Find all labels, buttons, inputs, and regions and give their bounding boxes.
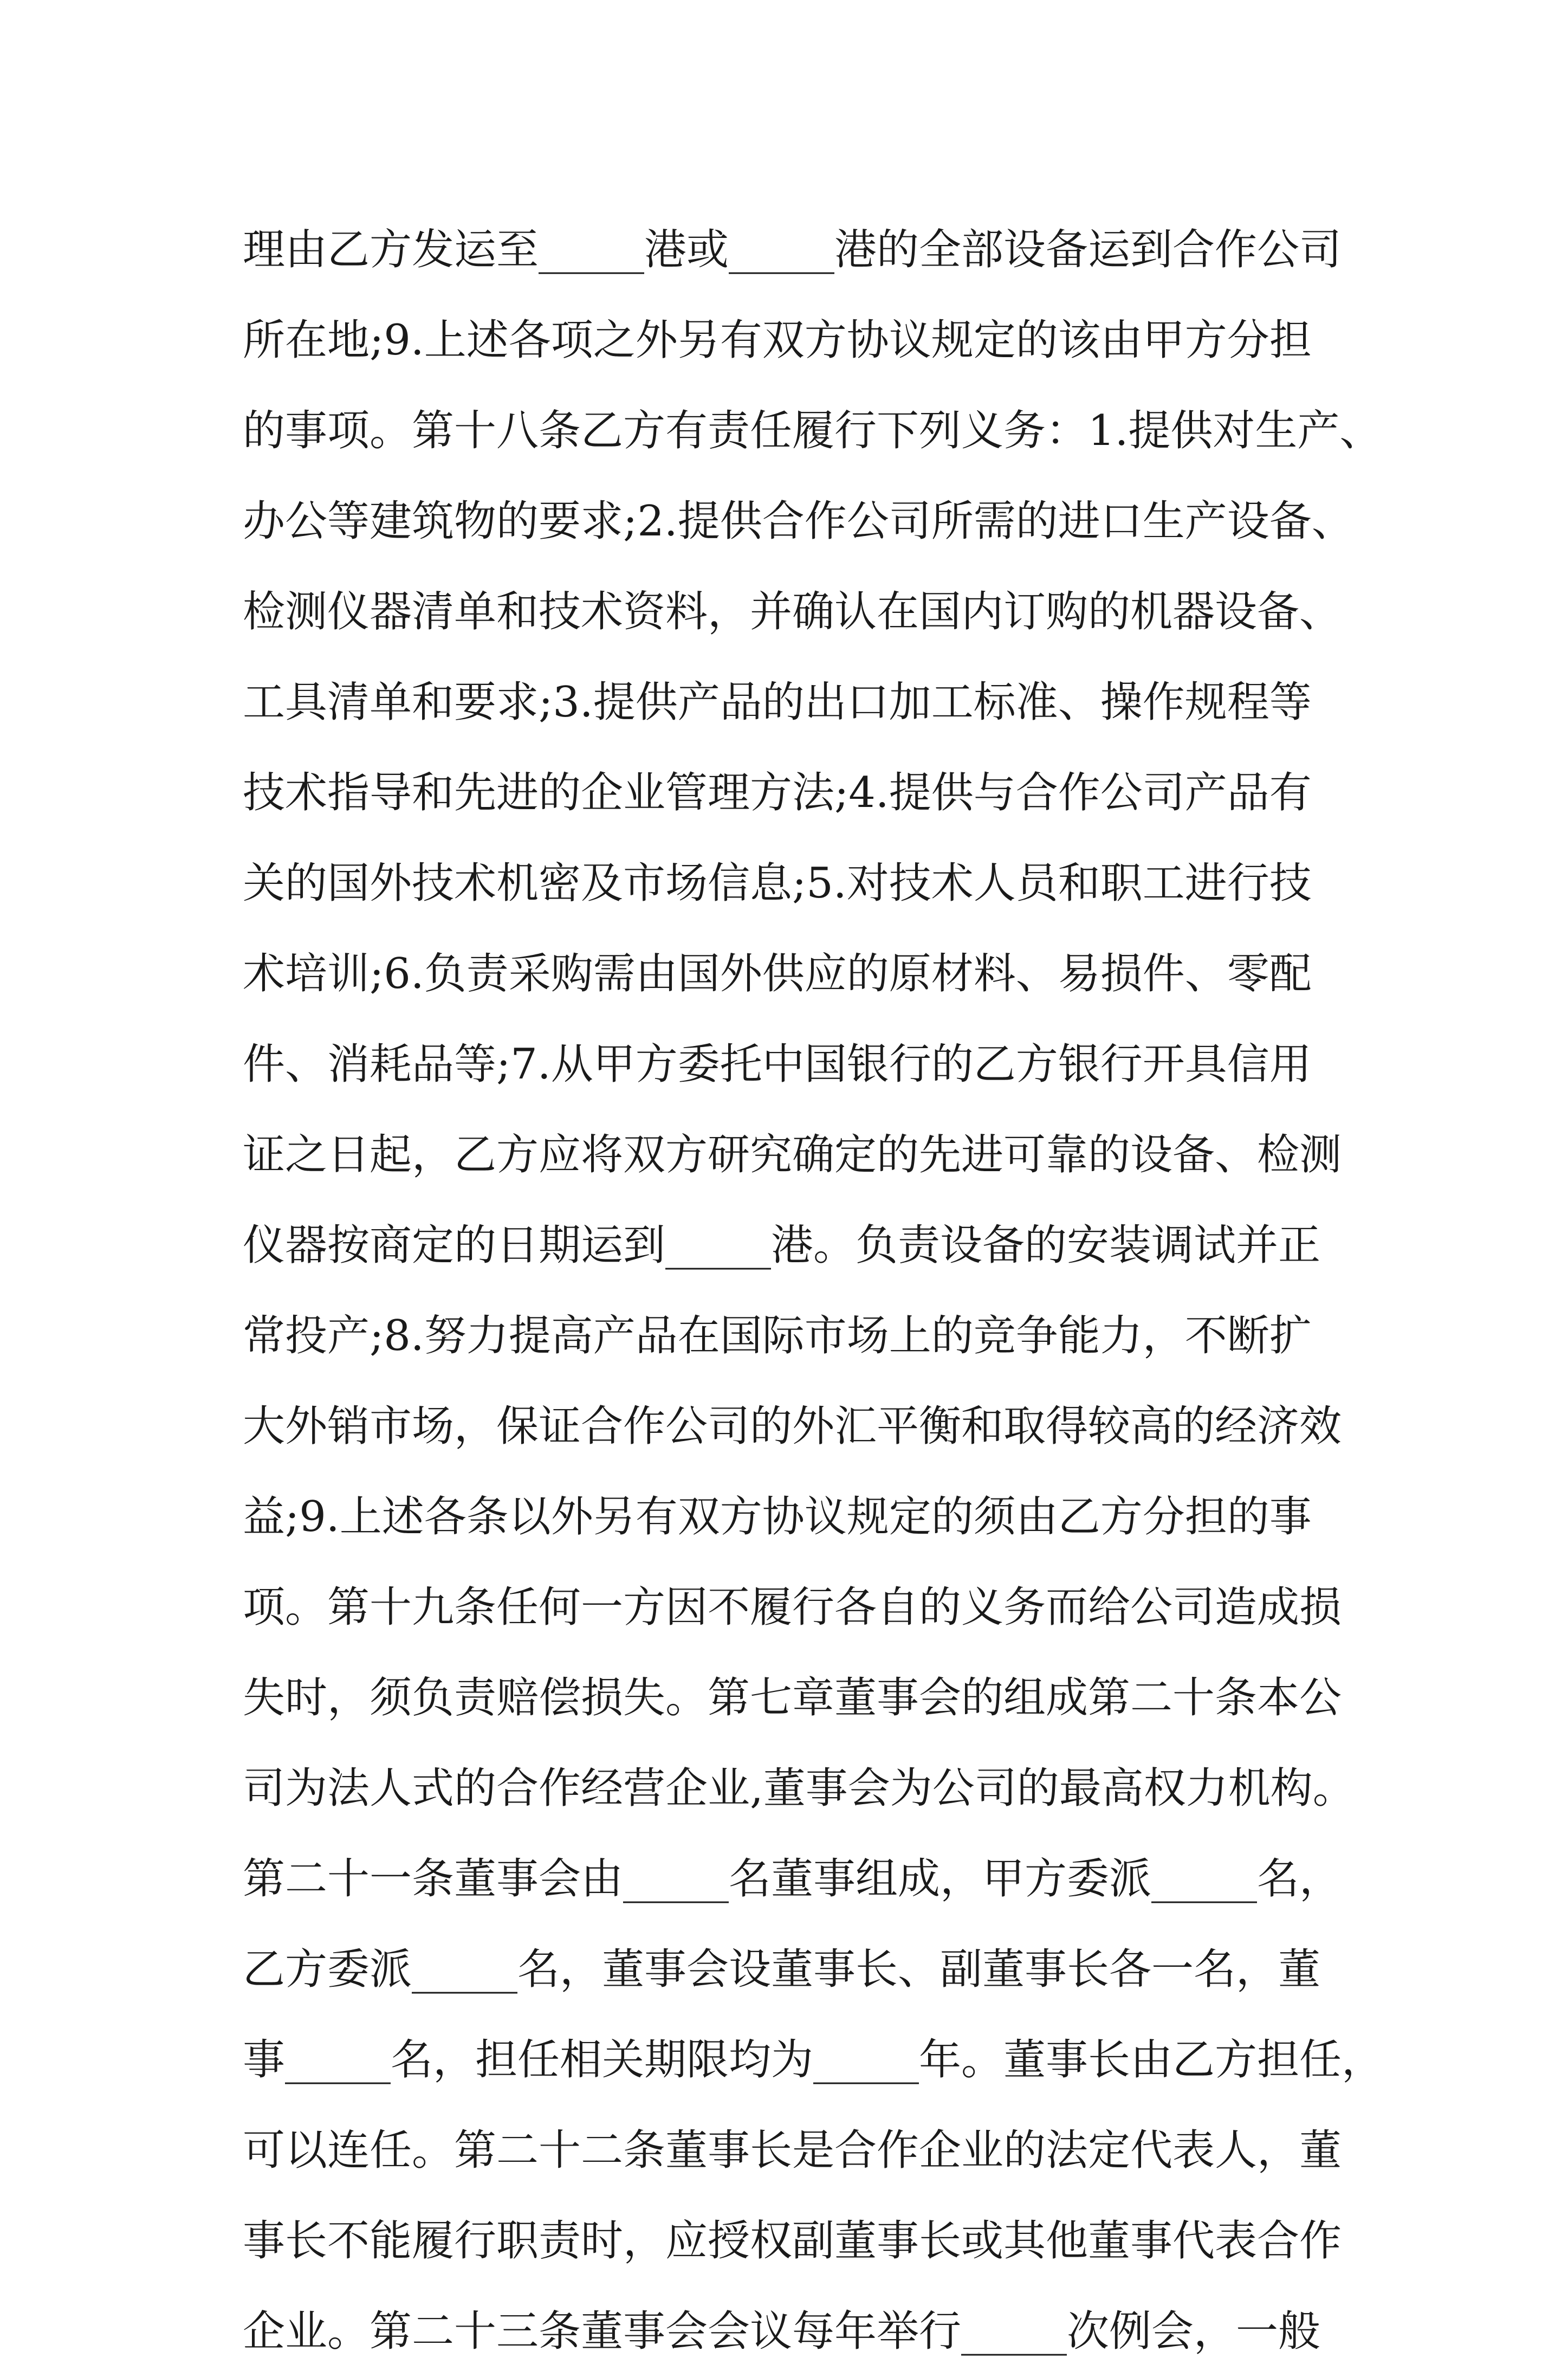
text-line: 办公等建筑物的要求;2.提供合作公司所需的进口生产设备、 xyxy=(243,497,1354,546)
body-text xyxy=(243,205,1384,2377)
text-line: 检测仪器清单和技术资料，并确认在国内订购的机器设备、 xyxy=(243,587,1342,636)
text-line: 工具清单和要求;3.提供产品的出口加工标准、操作规程等 xyxy=(243,678,1312,727)
text-line: 第二十一条董事会由_____名董事组成，甲方委派_____名， xyxy=(243,1855,1342,1903)
text-line: 常投产;8.努力提高产品在国际市场上的竞争能力，不断扩 xyxy=(243,1312,1312,1360)
text-line: 仪器按商定的日期运到_____港。负责设备的安装调试并正 xyxy=(243,1221,1321,1270)
text-line: 件、消耗品等;7.从甲方委托中国银行的乙方银行开具信用 xyxy=(243,1040,1312,1089)
text-line: 事_____名，担任相关期限均为_____年。董事长由乙方担任， xyxy=(243,2036,1384,2084)
text-line: 乙方委派_____名，董事会设董事长、副董事长各一名，董 xyxy=(243,1945,1321,1994)
text-line: 失时，须负责赔偿损失。第七章董事会的组成第二十条本公 xyxy=(243,1674,1342,1722)
text-line: 事长不能履行职责时，应授权副董事长或其他董事代表合作 xyxy=(243,2217,1342,2265)
text-line: 的事项。第十八条乙方有责任履行下列义务：1.提供对生产、 xyxy=(243,406,1382,455)
text-line: 所在地;9.上述各项之外另有双方协议规定的该由甲方分担 xyxy=(243,316,1312,365)
text-line: 益;9.上述各条以外另有双方协议规定的须由乙方分担的事 xyxy=(243,1493,1312,1541)
text-line: 术培训;6.负责采购需由国外供应的原材料、易损件、零配 xyxy=(243,949,1312,998)
text-line: 关的国外技术机密及市场信息;5.对技术人员和职工进行技 xyxy=(243,859,1312,908)
text-line: 大外销市场，保证合作公司的外汇平衡和取得较高的经济效 xyxy=(243,1402,1342,1451)
text-line: 项。第十九条任何一方因不履行各自的义务而给公司造成损 xyxy=(243,1583,1342,1632)
text-line: 理由乙方发运至_____港或_____港的全部设备运到合作公司 xyxy=(243,225,1342,274)
text-line: 技术指导和先进的企业管理方法;4.提供与合作公司产品有 xyxy=(243,768,1312,817)
text-line: 企业。第二十三条董事会会议每年举行_____次例会，一般 xyxy=(243,2307,1321,2356)
text-line: 证之日起，乙方应将双方研究确定的先进可靠的设备、检测 xyxy=(243,1131,1342,1179)
text-line: 可以连任。第二十二条董事长是合作企业的法定代表人，董 xyxy=(243,2126,1342,2175)
text-line: 司为法人式的合作经营企业,董事会为公司的最高权力机构。 xyxy=(243,1764,1355,1813)
